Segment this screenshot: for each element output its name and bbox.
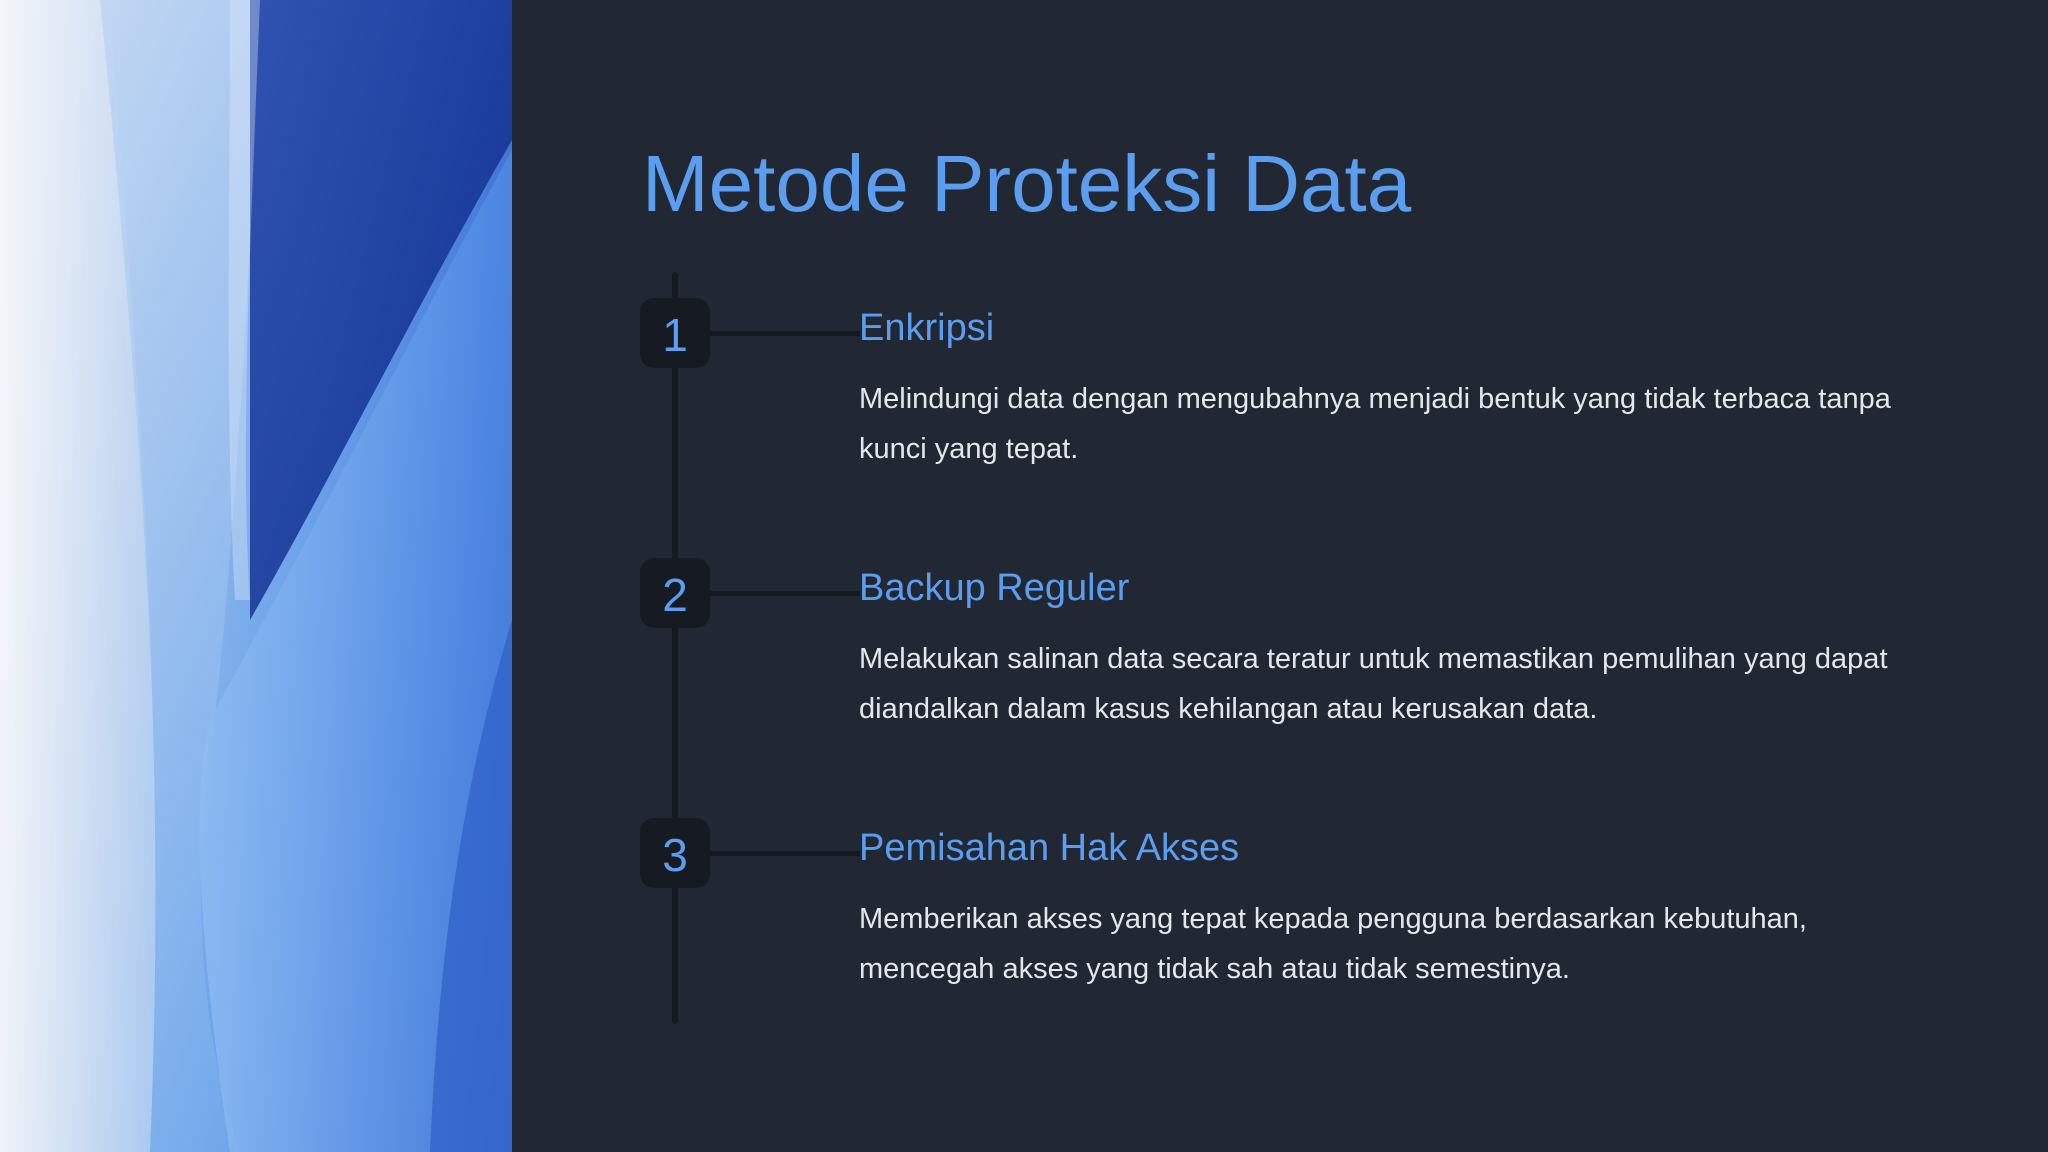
step-number-badge: 1 <box>640 298 710 368</box>
step-number-badge: 3 <box>640 818 710 888</box>
step-title: Backup Reguler <box>859 567 1130 609</box>
step-description: Melindungi data dengan mengubahnya menjadi bentuk yang tidak terbaca tanpa kunci yang tepat. <box>859 383 1891 465</box>
step-connector <box>710 851 860 856</box>
step-connector <box>710 591 860 596</box>
step-access-separation <box>640 818 1930 1018</box>
slide-title: Metode Proteksi Data <box>642 139 1412 228</box>
step-encryption <box>640 298 1930 498</box>
abstract-waves-graphic <box>0 0 512 1152</box>
step-title: Enkripsi <box>859 307 995 349</box>
step-regular-backup <box>640 558 1930 758</box>
step-number-badge: 2 <box>640 558 710 628</box>
step-connector <box>710 331 860 336</box>
step-title: Pemisahan Hak Akses <box>859 827 1240 869</box>
step-description: Melakukan salinan data secara teratur untuk memastikan pemulihan yang dapat diandalkan dalam kasus kehilangan atau kerusakan data. <box>859 643 1888 725</box>
step-description: Memberikan akses yang tepat kepada pengguna berdasarkan kebutuhan, mencegah akses yang tidak sah atau tidak semestinya. <box>859 903 1807 985</box>
abstract-blue-image <box>0 0 512 1152</box>
